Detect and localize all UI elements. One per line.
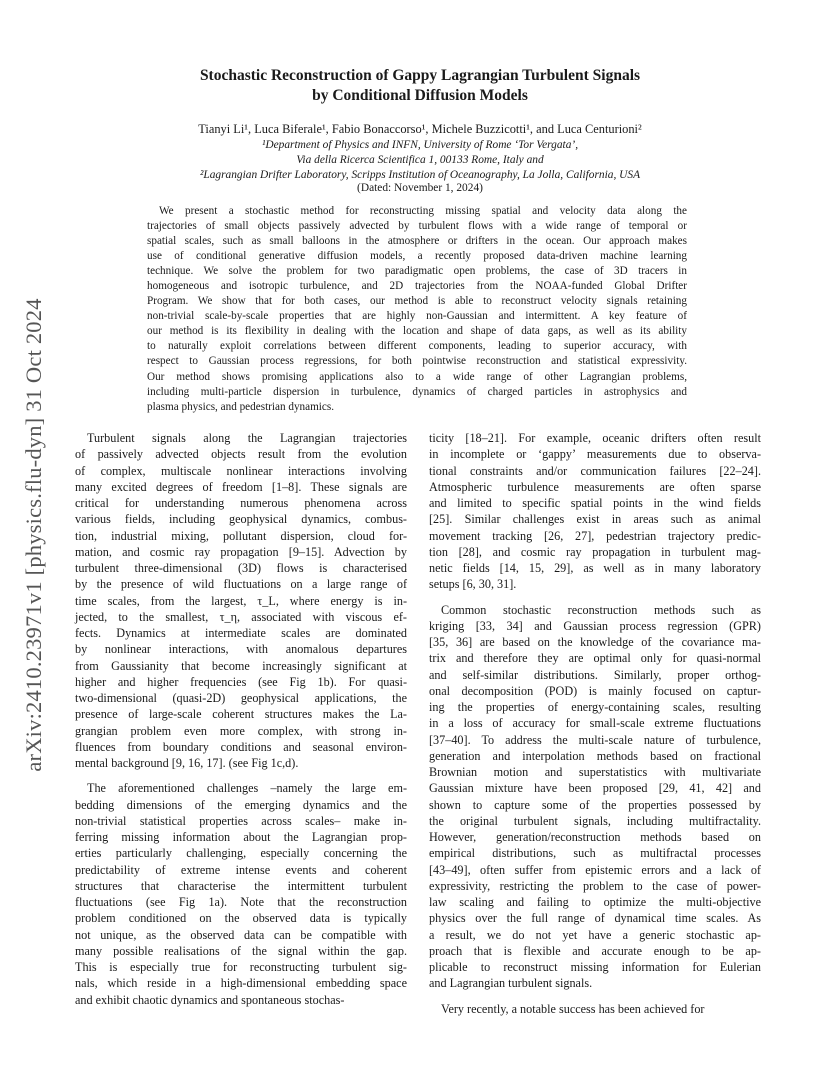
body-text-line: mental background [9, 16, 17]. (see Fig 1c,d). xyxy=(75,756,299,770)
body-text-line: grangian problem even more complex, with strong in- xyxy=(75,723,407,738)
body-text-line: ticity [18–21]. For example, oceanic drifters often result xyxy=(429,431,761,445)
body-text-line: fluctuations (see Fig 1a). Note that the reconstruction xyxy=(75,895,407,909)
abstract-line: We present a stochastic method for reconstructing missing spatial and velocity data along the xyxy=(159,205,687,217)
paragraph-gap xyxy=(75,771,407,780)
abstract-line: plasma physics, and pedestrian dynamics. xyxy=(147,400,335,413)
body-column-right xyxy=(429,430,761,1017)
body-text-line: physics over the full range of dynamical time scales. As xyxy=(429,911,761,926)
affiliation-line: ²Lagrangian Drifter Laboratory, Scripps Institution of Oceanography, La Jolla, California, USA xyxy=(199,169,641,182)
body-text-line: Brownian motion and superstatistics with multivariate xyxy=(429,765,761,779)
paper-title xyxy=(110,66,730,106)
abstract-line: to naturally exploit correlations between different components, leading to superior accuracy, with xyxy=(147,340,687,353)
abstract-line: trajectories of small objects passively advected by turbulent flows with a wide range of temporal or xyxy=(147,220,687,233)
body-text-line: jected, to the smallest, τ_η, associated with viscous ef- xyxy=(75,609,407,624)
body-text-line: the original turbulent signals, including multifractality. xyxy=(429,813,761,828)
body-text-line: non-trivial statistical properties across scales– make in- xyxy=(75,813,407,828)
body-text-line: time scales, from the largest, τ_L, where energy is in- xyxy=(75,593,407,608)
body-text-line: Very recently, a notable success has been achieved for xyxy=(441,1001,705,1016)
body-text-line: turbulent three-dimensional (3D) flows is characterised xyxy=(75,561,407,575)
body-text-line: ing the properties of energy-containing scales, resulting xyxy=(429,700,761,714)
body-text-line: [35, 36] are based on the knowledge of the covariance ma- xyxy=(429,635,761,649)
body-text-line: and limited to specific spatial points in the wind fields xyxy=(429,496,761,510)
body-text-line: in a loss of accuracy for small-scale extreme fluctuations xyxy=(429,716,761,731)
body-text-line: Atmospheric turbulence measurements are often sparse xyxy=(429,479,761,494)
body-text-line: ferring missing information about the Lagrangian prop- xyxy=(75,830,407,844)
abstract-line: homogeneous and isotropic turbulence, and 2D trajectories from the NOAA-funded Global Drifter xyxy=(147,280,687,293)
body-text-line: various fields, including geophysical dynamics, combus- xyxy=(75,512,407,527)
body-text-line: many excited degrees of freedom [1–8]. These signals are xyxy=(75,479,407,494)
abstract-line: use of conditional generative diffusion models, a recently proposed data-driven machine learning xyxy=(147,250,687,263)
abstract-line: technique. We solve the problem for two paradigmatic open problems, the case of 3D tracers in xyxy=(147,265,687,278)
body-text-line: The aforementioned challenges –namely the large em- xyxy=(87,781,407,796)
body-text-line: erties particularly challenging, especially concerning the xyxy=(75,846,407,861)
paragraph-gap xyxy=(429,992,761,1001)
body-text-line: bedding dimensions of the emerging dynamics and the xyxy=(75,797,407,812)
body-text-line: from Gaussianity that become increasingly significant at xyxy=(75,658,407,673)
body-text-line: predictability of extreme intense events and coherent xyxy=(75,862,407,877)
body-text-line: expressivity, restricting the problem to the case of power- xyxy=(429,878,761,893)
affiliation-line: ¹Department of Physics and INFN, University of Rome ‘Tor Vergata’, xyxy=(261,139,579,151)
body-text-line: law scaling and failing to optimize the multi-objective xyxy=(429,895,761,909)
body-text-line: netic fields [14, 15, 29], as well as in many laboratory xyxy=(429,561,761,575)
body-text-line: setups [6, 30, 31]. xyxy=(429,577,517,592)
body-text-line: higher and higher frequencies (see Fig 1b). For quasi- xyxy=(75,674,407,689)
affiliations xyxy=(80,138,760,184)
body-text-line: [43–49], often suffer from epistemic errors and a lack of xyxy=(429,862,761,877)
body-text-line: empirical distributions, such as multifractal processes xyxy=(429,846,761,861)
abstract-line: our method is its flexibility in dealing with the location and shape of data gaps, as well as its ability xyxy=(147,325,687,338)
abstract-line: spatial scales, such as small balloons in the atmosphere or drifters in the ocean. Our approach makes xyxy=(147,235,687,248)
body-text-line: presence of large-scale coherent structures makes the La- xyxy=(75,707,407,722)
abstract-line: respect to Gaussian process regressions, for both pointwise reconstruction and statistical expressivity. xyxy=(147,355,687,368)
body-text-line: Common stochastic reconstruction methods such as xyxy=(441,602,761,617)
body-text-line: [25]. Similar challenges exist in areas such as animal xyxy=(429,512,761,527)
body-text-line: shown to capture some of the properties possessed by xyxy=(429,797,761,812)
body-text-line: Gaussian mixture have been proposed [29, 41, 42] and xyxy=(429,781,761,796)
body-text-line: [37–40]. To address the multi-scale nature of turbulence, xyxy=(429,732,761,747)
body-text-line: by the presence of wild fluctuations on a large range of xyxy=(75,577,407,592)
body-text-line: plicable to reconstruct missing information for Eulerian xyxy=(429,960,761,974)
body-text-line: two-dimensional (quasi-2D) geophysical applications, the xyxy=(75,691,407,705)
title-line-2: by Conditional Diffusion Models xyxy=(312,87,528,104)
body-text-line: trix and therefore they are optimal only for quasi-normal xyxy=(429,651,761,666)
body-column-left xyxy=(75,430,407,1008)
body-text-line: a result, we do not yet have a generic stochastic ap- xyxy=(429,927,761,942)
body-text-line: and exhibit chaotic dynamics and spontaneous stochas- xyxy=(75,992,345,1007)
body-text-line: of complex, multiscale nonlinear interactions involving xyxy=(75,463,407,478)
body-text-line: and Lagrangian turbulent signals. xyxy=(429,976,593,991)
body-text-line: This is especially true for reconstructing turbulent sig- xyxy=(75,960,407,974)
body-text-line: problem conditioned on the observed data is typically xyxy=(75,911,407,926)
body-text-line: by nonlinear interactions, with anomalous departures xyxy=(75,642,407,657)
body-text-line: tion [28], and cosmic ray propagation in turbulent mag- xyxy=(429,544,761,559)
abstract-line: Our method shows promising applications also to a wide range of other Lagrangian problems, xyxy=(147,370,687,383)
affiliation-line: Via della Ricerca Scientifica 1, 00133 Rome, Italy and xyxy=(296,154,544,167)
body-text-line: movement tracking [26, 27], pedestrian trajectory predic- xyxy=(429,528,761,543)
body-text-line: However, generation/reconstruction methods based on xyxy=(429,830,761,844)
body-text-line: structures that characterise the intermittent turbulent xyxy=(75,878,407,893)
dated-line: (Dated: November 1, 2024) xyxy=(357,182,483,194)
body-text-line: generation and interpolation methods based on fractional xyxy=(429,748,761,763)
body-text-line: fects. Dynamics at intermediate scales are dominated xyxy=(75,626,407,640)
body-text-line: and self-similar distributions. Similarly, proper orthog- xyxy=(429,667,761,682)
abstract xyxy=(147,204,687,415)
paragraph-gap xyxy=(429,593,761,602)
body-text-line: kriging [33, 34] and Gaussian process regression (GPR) xyxy=(429,618,761,633)
body-text-line: fluences from boundary conditions and seasonal environ- xyxy=(75,739,407,754)
body-text-line: Turbulent signals along the Lagrangian trajectories xyxy=(87,431,407,445)
body-text-line: not unique, as the observed data can be compatible with xyxy=(75,927,407,942)
body-text-line: tional constraints and/or communication failures [22–24]. xyxy=(429,463,761,478)
abstract-line: including multi-particle dispersion in turbulence, dynamics of charged particles in astrophysics and xyxy=(147,385,687,398)
body-text-line: proach that is flexible and accurate enough to be ap- xyxy=(429,943,761,958)
body-text-line: of passively advected objects result from the evolution xyxy=(75,447,407,462)
arxiv-id-text: arXiv:2410.23971v1 [physics.flu-dyn] 31 Oct 2024 xyxy=(21,298,46,772)
body-text-line: many possible realisations of the signal within the gap. xyxy=(75,943,407,958)
abstract-line: Program. We show that for both cases, our method is able to reconstruct velocity signals retaining xyxy=(147,295,687,308)
arxiv-identifier-stamp[interactable] xyxy=(16,240,52,830)
body-text-line: in incomplete or ‘gappy’ measurements due to observa- xyxy=(429,447,761,462)
abstract-line: non-trivial scale-by-scale properties that are highly non-Gaussian and intermittent. A key feature of xyxy=(147,310,687,323)
body-text-line: nals, which reside in a high-dimensional embedding space xyxy=(75,976,407,991)
body-text-line: critical for understanding numerous phenomena across xyxy=(75,496,407,510)
title-line-1: Stochastic Reconstruction of Gappy Lagrangian Turbulent Signals xyxy=(199,67,641,84)
body-text-line: mation, and cosmic ray propagation [9–15]. Advection by xyxy=(75,544,407,559)
body-text-line: onal decomposition (POD) is mainly focused on captur- xyxy=(429,683,761,698)
body-text-line: tion, industrial mixing, pollutant dispersion, cloud for- xyxy=(75,528,407,543)
author-list: Tianyi Li¹, Luca Biferale¹, Fabio Bonaccorso¹, Michele Buzzicotti¹, and Luca Centurioni² xyxy=(198,122,642,136)
